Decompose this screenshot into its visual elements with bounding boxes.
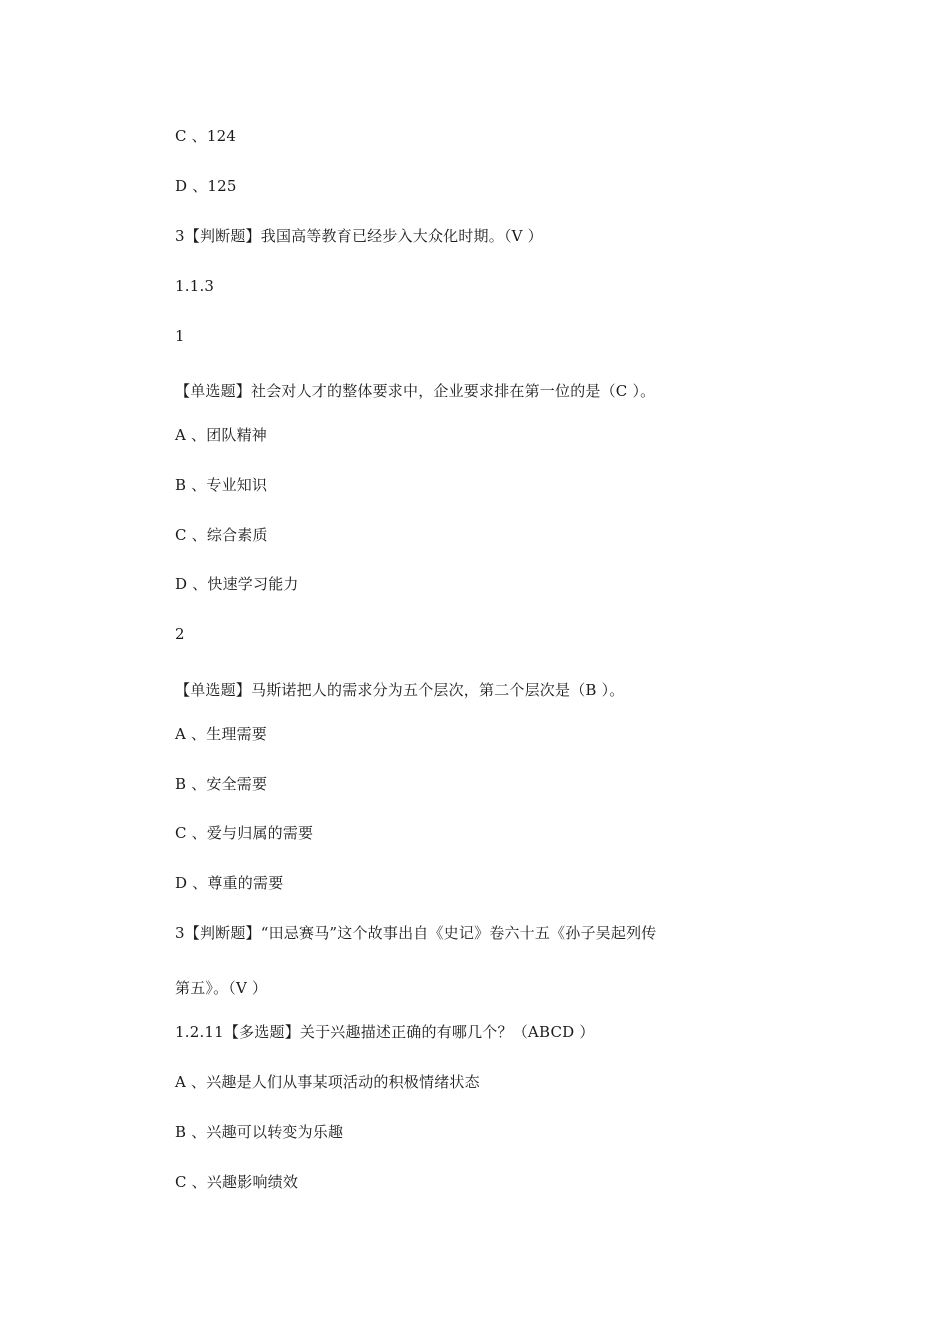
true-false-question-tianji-horse-racing: 3【判断题】“田忌赛马”这个故事出自《史记》卷六十五《孙子吴起列传: [175, 924, 657, 942]
section-number-1-1-3: 1.1.3: [175, 277, 215, 295]
true-false-question-higher-education: 3【判断题】我国高等教育已经步入大众化时期。（V ）: [175, 227, 543, 245]
option-c-interest-affects-performance: C 、兴趣影响绩效: [175, 1173, 299, 1191]
option-b-safety: B 、安全需要: [175, 775, 268, 793]
option-d-fast-learning: D 、快速学习能力: [175, 575, 299, 593]
option-c-comprehensive-quality: C 、综合素质: [175, 526, 268, 544]
single-choice-question-talent-requirements: 【单选题】社会对人才的整体要求中，企业要求排在第一位的是（C ）。: [175, 382, 656, 400]
option-a-physiological: A 、生理需要: [175, 725, 268, 743]
option-c-124: C 、124: [175, 127, 237, 145]
question-number-2: 2: [175, 625, 185, 643]
question-number-1: 1: [175, 327, 185, 345]
option-d-esteem: D 、尊重的需要: [175, 874, 284, 892]
option-b-interest-to-pleasure: B 、兴趣可以转变为乐趣: [175, 1123, 344, 1141]
option-d-125: D 、125: [175, 177, 237, 195]
single-choice-question-maslow: 【单选题】马斯诺把人的需求分为五个层次，第二个层次是（B ）。: [175, 681, 625, 699]
option-a-team-spirit: A 、团队精神: [175, 426, 268, 444]
option-c-love-belonging: C 、爱与归属的需要: [175, 824, 314, 842]
multi-choice-question-interest: 1.2.11【多选题】关于兴趣描述正确的有哪几个？（ABCD ）: [175, 1023, 595, 1041]
option-a-interest-positive-emotion: A 、兴趣是人们从事某项活动的积极情绪状态: [175, 1073, 480, 1091]
true-false-question-continuation: 第五》。（V ）: [175, 979, 268, 997]
option-b-professional-knowledge: B 、专业知识: [175, 476, 268, 494]
